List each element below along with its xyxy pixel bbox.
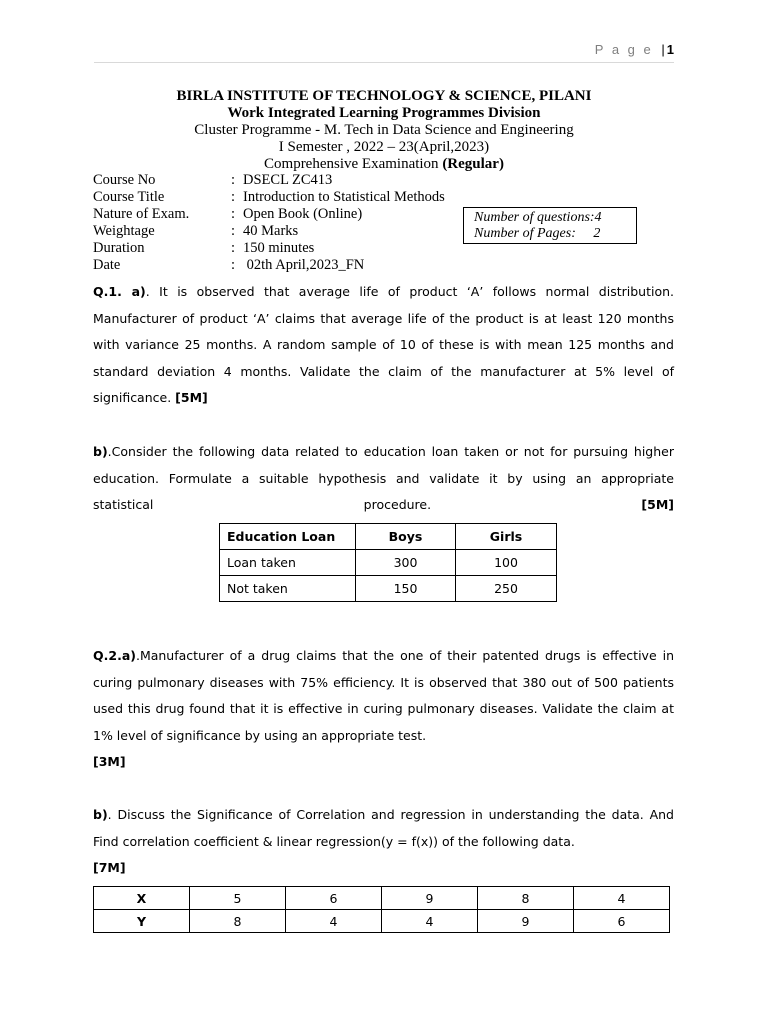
table-cell: Loan taken <box>220 550 356 576</box>
page-header <box>94 42 674 63</box>
colon: : <box>231 172 236 188</box>
institute-name: BIRLA INSTITUTE OF TECHNOLOGY & SCIENCE, PILANI <box>176 88 592 104</box>
table-cell: 4 <box>382 910 478 933</box>
page-word: P a g e <box>594 42 654 57</box>
course-info-label: Duration <box>93 240 145 256</box>
course-info-row <box>93 257 445 274</box>
course-info <box>93 172 445 274</box>
question-marks: [5M] <box>175 390 208 405</box>
programme-name: Cluster Programme - M. Tech in Data Science and Engineering <box>194 122 574 138</box>
colon: : <box>231 257 236 273</box>
education-loan-table <box>219 523 557 602</box>
table-header: Boys <box>356 524 456 550</box>
course-info-row <box>93 240 445 257</box>
page-number-label <box>595 42 674 57</box>
table-row-header: Y <box>94 910 190 933</box>
page-separator: | <box>661 42 665 57</box>
question-text: .Consider the following data related to education loan taken or not for pursuing higher education. Formulate a suitable hypothesis and validate it by using an appropriate statistical procedure. <box>93 444 674 512</box>
question-marks: [5M] <box>641 497 674 512</box>
course-info-value: Introduction to Statistical Methods <box>243 189 445 205</box>
division-name: Work Integrated Learning Programmes Division <box>227 105 541 121</box>
question-label: Q.1. a) <box>93 284 146 299</box>
exam-type: (Regular) <box>442 156 504 172</box>
table-header-row <box>220 524 557 550</box>
question-marks: [3M] <box>93 754 126 769</box>
question-text: . It is observed that average life of product ‘A’ follows normal distribution. Manufacturer of product ‘A’ claims that average life of the product is at least 120 months with variance 25 months. A random sample of 10 of these is with mean 125 months and standard deviation 4 months. Validate the claim of the manufacturer at 5% level of significance. <box>93 284 674 405</box>
table-row <box>220 550 557 576</box>
course-info-label: Course Title <box>93 189 165 205</box>
table-row-header: X <box>94 887 190 910</box>
colon: : <box>231 240 236 256</box>
table-cell: 300 <box>356 550 456 576</box>
colon: : <box>231 223 236 239</box>
table-row-x <box>94 887 670 910</box>
course-info-value: DSECL ZC413 <box>243 172 333 188</box>
question-marks: [7M] <box>93 860 126 875</box>
course-info-row <box>93 223 445 240</box>
table-cell: Not taken <box>220 576 356 602</box>
table-cell: 100 <box>456 550 557 576</box>
table-cell: 6 <box>574 910 670 933</box>
number-of-pages: Number of Pages: 2 <box>474 226 601 241</box>
question-label: Q.2.a) <box>93 648 136 663</box>
table-header: Education Loan <box>220 524 356 550</box>
table-cell: 6 <box>286 887 382 910</box>
table-cell: 9 <box>382 887 478 910</box>
table-row-y <box>94 910 670 933</box>
page-number: 1 <box>666 42 674 57</box>
number-of-questions: Number of questions:4 <box>474 210 602 225</box>
question-1b <box>93 439 674 519</box>
course-info-value: 02th April,2023_FN <box>243 257 365 273</box>
table-header: Girls <box>456 524 557 550</box>
exam-prefix: Comprehensive Examination <box>264 156 443 172</box>
course-info-row <box>93 189 445 206</box>
table-cell: 9 <box>478 910 574 933</box>
course-info-label: Weightage <box>93 223 155 239</box>
colon: : <box>231 206 236 222</box>
question-2b <box>93 802 674 882</box>
table-cell: 250 <box>456 576 557 602</box>
course-info-row <box>93 172 445 189</box>
table-cell: 8 <box>190 910 286 933</box>
table-cell: 5 <box>190 887 286 910</box>
table-cell: 4 <box>286 910 382 933</box>
question-text: .Manufacturer of a drug claims that the one of their patented drugs is effective in curing pulmonary diseases with 75% efficiency. It is observed that 380 out of 500 patients used this drug found that it is effective in curing pulmonary diseases. Validate the claim at 1% level of significance by using an appropriate test. <box>93 648 674 743</box>
table-row <box>220 576 557 602</box>
course-info-label: Nature of Exam. <box>93 206 190 222</box>
table-cell: 4 <box>574 887 670 910</box>
course-info-label: Date <box>93 257 121 273</box>
question-1a <box>93 279 674 412</box>
exam-title <box>94 156 674 173</box>
semester-line: I Semester , 2022 – 23(April,2023) <box>278 139 490 155</box>
question-2a <box>93 643 674 776</box>
course-info-label: Course No <box>93 172 156 188</box>
question-label: b) <box>93 444 108 459</box>
table-cell: 150 <box>356 576 456 602</box>
info-box <box>463 207 637 244</box>
question-label: b) <box>93 807 108 822</box>
colon: : <box>231 189 236 205</box>
table-cell: 8 <box>478 887 574 910</box>
course-info-value: 150 minutes <box>243 240 315 256</box>
course-info-row <box>93 206 445 223</box>
course-info-value: 40 Marks <box>243 223 299 239</box>
course-info-value: Open Book (Online) <box>243 206 363 222</box>
xy-data-table <box>93 886 670 933</box>
question-text: . Discuss the Significance of Correlation and regression in understanding the data. And Find correlation coefficient & linear regression(y = f(x)) of the following data. <box>93 807 674 849</box>
